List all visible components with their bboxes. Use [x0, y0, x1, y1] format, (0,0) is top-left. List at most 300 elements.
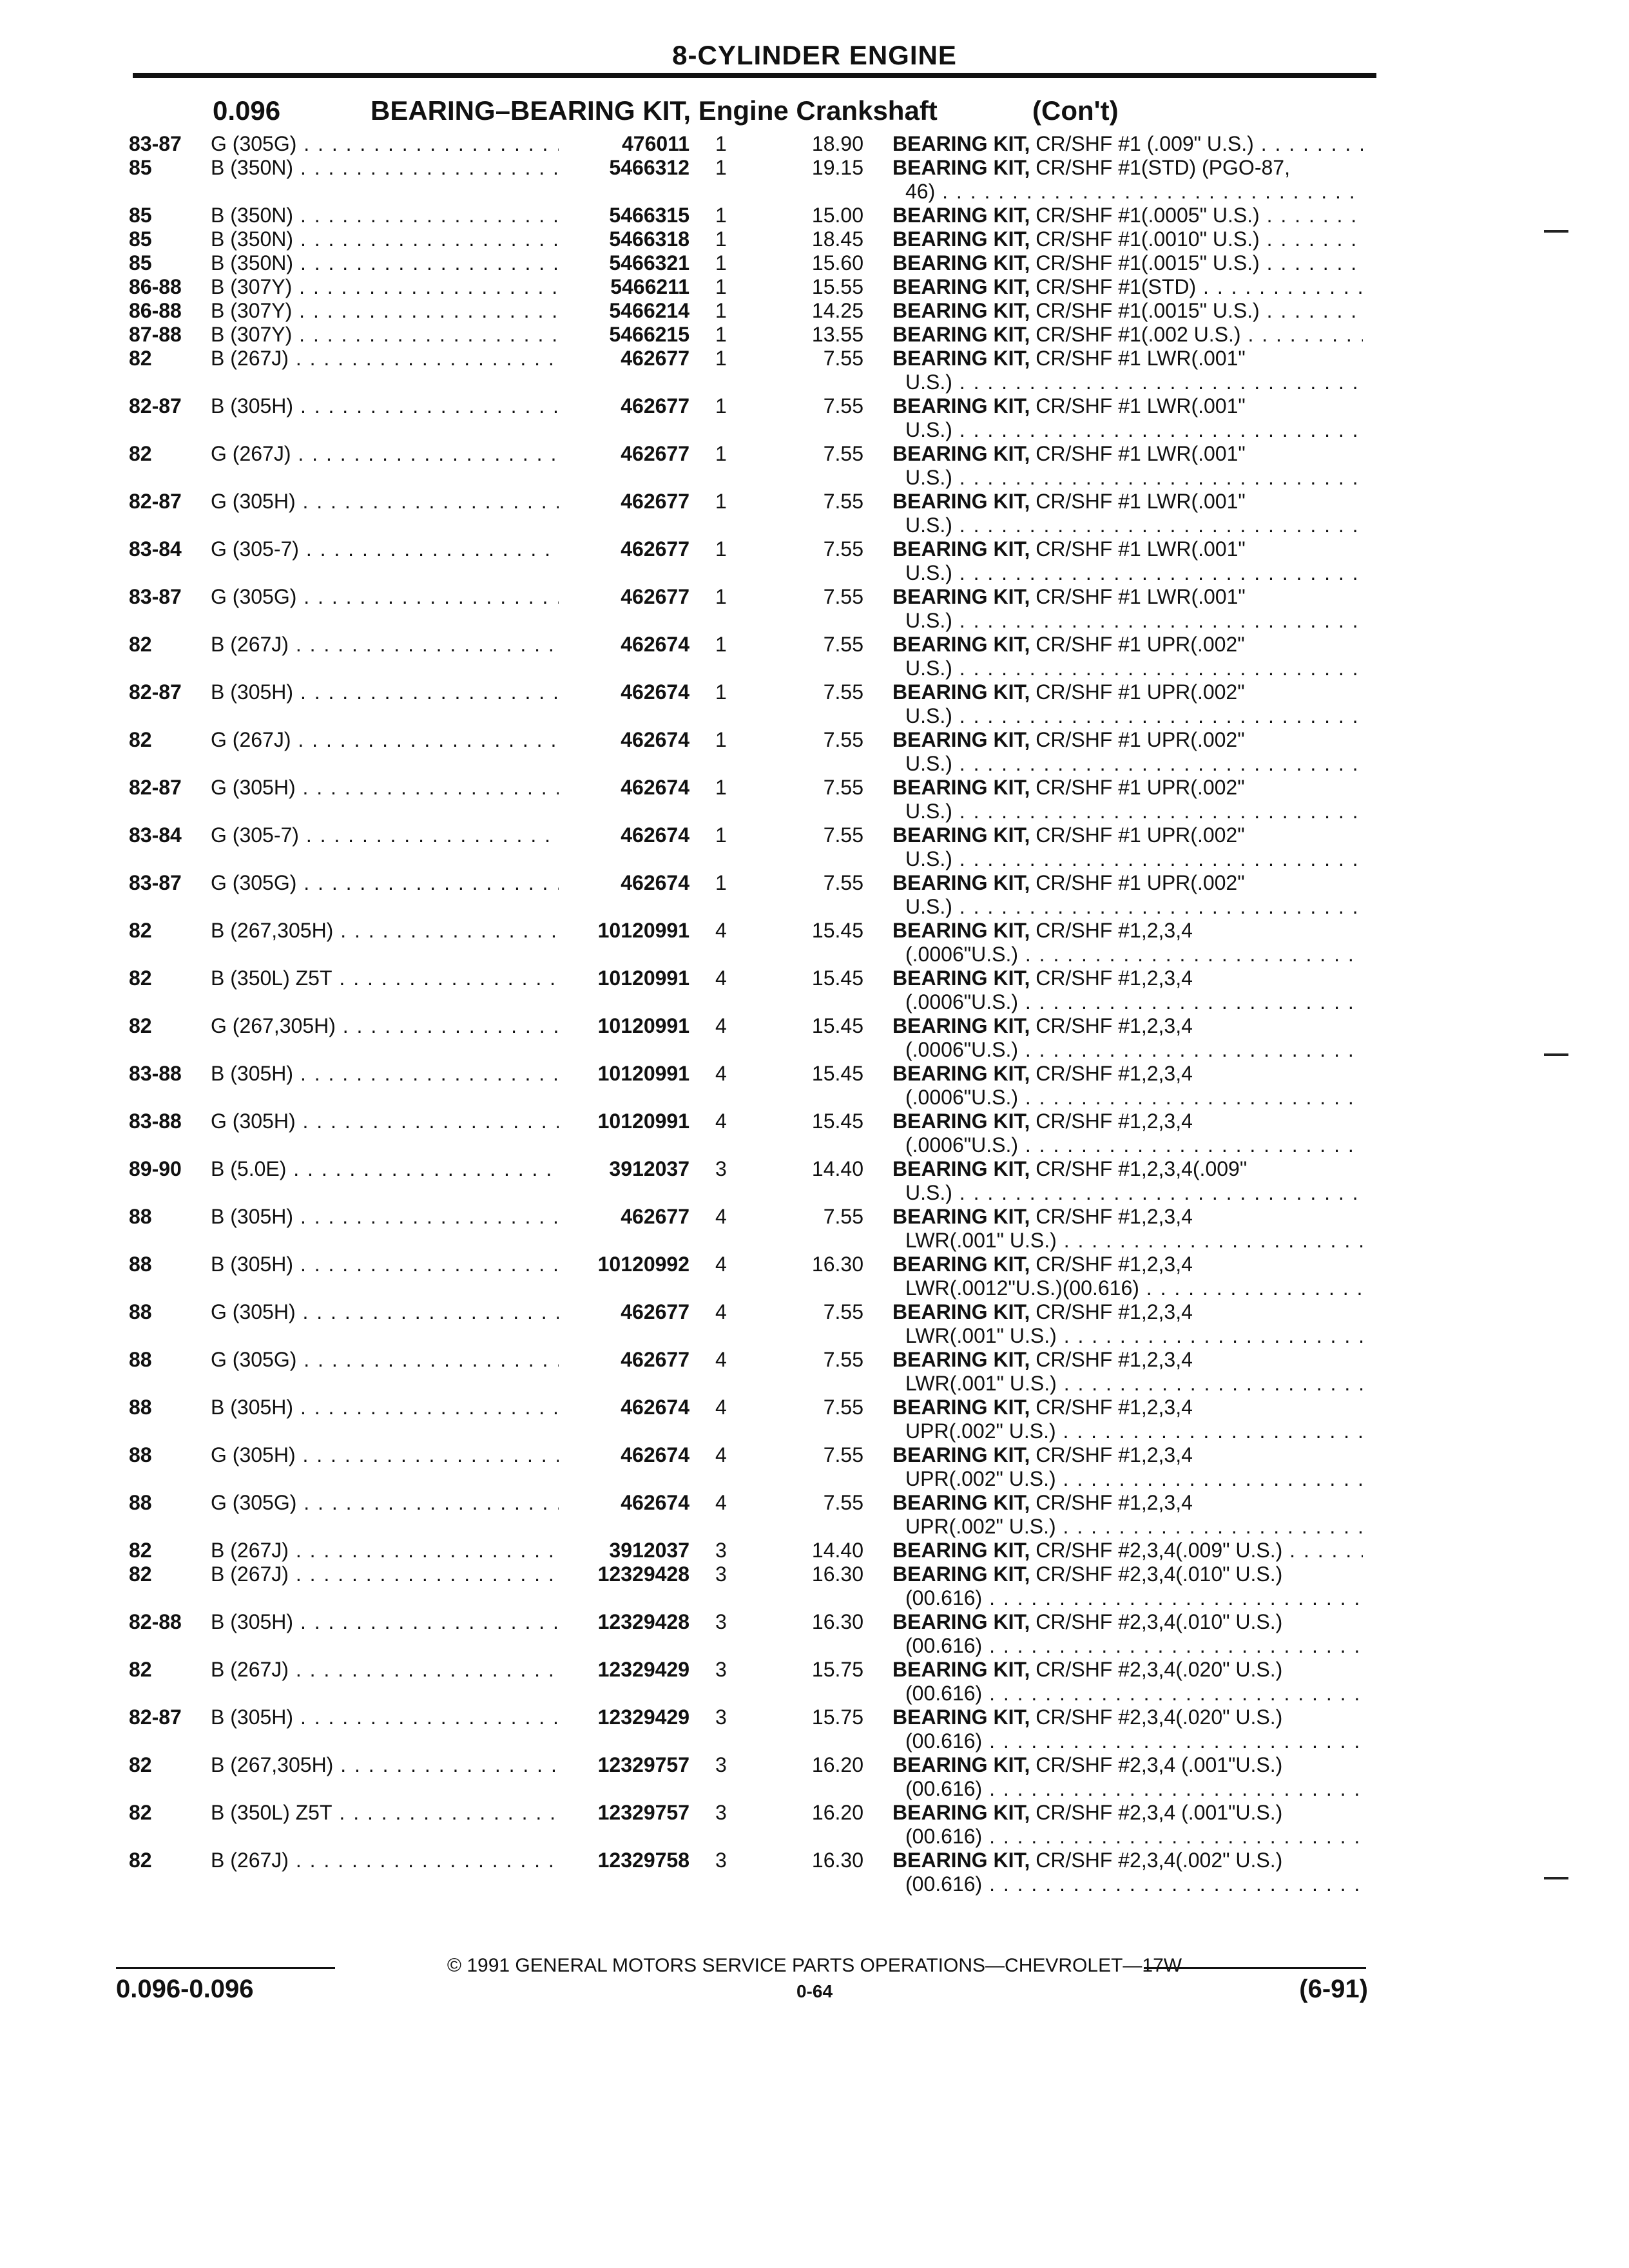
- part-description: [892, 1610, 1363, 1634]
- model-year: 82: [129, 442, 152, 465]
- part-kind: BEARING KIT,: [892, 728, 1030, 751]
- section-continued: (Con't): [1032, 95, 1119, 126]
- model-year: 82-87: [129, 776, 182, 799]
- part-kind: BEARING KIT,: [892, 1539, 1030, 1562]
- model-year: 82-87: [129, 1706, 182, 1729]
- part-description: [892, 227, 1363, 251]
- part-number: 462677: [621, 490, 689, 513]
- part-description: [892, 1300, 1363, 1324]
- part-kind: BEARING KIT,: [892, 776, 1030, 799]
- part-description: [892, 1205, 1363, 1229]
- quantity: 4: [715, 1300, 727, 1323]
- part-kind: BEARING KIT,: [892, 347, 1030, 370]
- model-year: 82: [129, 1753, 152, 1776]
- part-description: [892, 776, 1363, 800]
- part-spec: CR/SHF #1,2,3,4: [1030, 1205, 1193, 1228]
- price: 7.55: [823, 347, 863, 370]
- part-number: 10120991: [597, 1110, 689, 1133]
- price: 15.45: [811, 966, 863, 990]
- part-description: [892, 1253, 1363, 1276]
- quantity: 1: [715, 776, 727, 799]
- quantity: 1: [715, 227, 727, 251]
- price: 7.55: [823, 1443, 863, 1466]
- model-year: 82: [129, 1539, 152, 1562]
- part-spec: CR/SHF #2,3,4 (.001"U.S.): [1030, 1753, 1283, 1776]
- part-description-continued: (00.616) . . .: [905, 1729, 1363, 1753]
- part-description-continued: LWR(.001" U.S.) . . .: [905, 1372, 1363, 1396]
- quantity: 3: [715, 1562, 727, 1586]
- part-number: 12329428: [597, 1610, 689, 1633]
- quantity: 1: [715, 323, 727, 346]
- part-number: 10120991: [597, 919, 689, 942]
- price: 15.45: [811, 1014, 863, 1037]
- engine-code: B (267J) . . .: [211, 633, 559, 657]
- engine-code: G (305H) . . .: [211, 1110, 559, 1133]
- part-spec: CR/SHF #1,2,3,4: [1030, 1300, 1193, 1323]
- part-description-continued: U.S.) . . .: [905, 800, 1363, 823]
- table-row: [0, 1753, 1629, 1801]
- part-spec: CR/SHF #1 UPR(.002": [1030, 776, 1245, 799]
- part-number: 12329758: [597, 1849, 689, 1872]
- part-description: [892, 394, 1363, 418]
- part-description-continued: U.S.) . . .: [905, 609, 1363, 633]
- part-spec: CR/SHF #1,2,3,4: [1030, 1443, 1193, 1466]
- engine-code: B (305H) . . .: [211, 680, 559, 704]
- part-description: [892, 323, 1363, 347]
- engine-code: B (267,305H) . . .: [211, 919, 559, 943]
- quantity: 3: [715, 1157, 727, 1180]
- model-year: 82-87: [129, 680, 182, 704]
- part-spec: CR/SHF #2,3,4(.002" U.S.): [1030, 1849, 1283, 1872]
- part-kind: BEARING KIT,: [892, 823, 1030, 847]
- part-spec: CR/SHF #1,2,3,4: [1030, 966, 1193, 990]
- part-number: 462674: [621, 633, 689, 656]
- part-description-continued: UPR(.002" U.S.) . . .: [905, 1467, 1363, 1491]
- table-row: [0, 728, 1629, 776]
- price: 14.25: [811, 299, 863, 322]
- part-spec: CR/SHF #1(.002 U.S.): [1030, 323, 1241, 346]
- model-year: 83-88: [129, 1110, 182, 1133]
- model-year: 88: [129, 1205, 152, 1228]
- part-number: 462674: [621, 728, 689, 751]
- model-year: 83-87: [129, 132, 182, 155]
- table-row: [0, 680, 1629, 728]
- part-spec: CR/SHF #1 UPR(.002": [1030, 823, 1245, 847]
- engine-code: B (267J) . . .: [211, 1562, 559, 1586]
- engine-code: B (305H) . . .: [211, 1396, 559, 1419]
- part-number: 462674: [621, 776, 689, 799]
- part-description: [892, 1443, 1363, 1467]
- part-kind: BEARING KIT,: [892, 1562, 1030, 1586]
- part-number: 462677: [621, 394, 689, 418]
- quantity: 4: [715, 1443, 727, 1466]
- part-description: [892, 871, 1363, 895]
- quantity: 1: [715, 394, 727, 418]
- engine-code: B (305H) . . .: [211, 1706, 559, 1729]
- quantity: 1: [715, 728, 727, 751]
- part-spec: CR/SHF #2,3,4(.009" U.S.): [1030, 1539, 1283, 1562]
- quantity: 1: [715, 633, 727, 656]
- price: 7.55: [823, 537, 863, 561]
- engine-code: G (305G) . . .: [211, 1491, 559, 1515]
- table-row: [0, 1849, 1629, 1896]
- part-spec: CR/SHF #2,3,4(.020" U.S.): [1030, 1658, 1283, 1681]
- part-description: [892, 633, 1363, 657]
- part-number: 476011: [621, 132, 689, 155]
- part-kind: BEARING KIT,: [892, 1849, 1030, 1872]
- part-description: [892, 442, 1363, 466]
- engine-code: B (5.0E) . . .: [211, 1157, 559, 1181]
- engine-code: B (350L) Z5T . . .: [211, 1801, 559, 1825]
- model-year: 88: [129, 1300, 152, 1323]
- price: 7.55: [823, 1348, 863, 1371]
- model-year: 89-90: [129, 1157, 182, 1180]
- part-spec: CR/SHF #2,3,4(.010" U.S.): [1030, 1562, 1283, 1586]
- part-description-continued: (00.616) . . .: [905, 1682, 1363, 1706]
- page-title: 8-CYLINDER ENGINE: [672, 40, 957, 70]
- part-kind: BEARING KIT,: [892, 1658, 1030, 1681]
- part-number: 462677: [621, 1348, 689, 1371]
- section-range: 0.096-0.096: [116, 1975, 254, 2003]
- price: 14.40: [811, 1539, 863, 1562]
- section-title: BEARING–BEARING KIT, Engine Crankshaft: [371, 95, 938, 126]
- part-kind: BEARING KIT,: [892, 680, 1030, 704]
- table-row: [0, 1443, 1629, 1491]
- model-year: 83-84: [129, 537, 182, 561]
- price: 7.55: [823, 585, 863, 608]
- part-description: [892, 132, 1363, 156]
- part-number: 462674: [621, 1491, 689, 1514]
- quantity: 1: [715, 680, 727, 704]
- model-year: 82: [129, 966, 152, 990]
- part-kind: BEARING KIT,: [892, 1062, 1030, 1085]
- part-spec: CR/SHF #1 UPR(.002": [1030, 871, 1245, 894]
- quantity: 1: [715, 132, 727, 155]
- part-spec: CR/SHF #1,2,3,4: [1030, 1110, 1193, 1133]
- part-number: 5466315: [609, 204, 689, 227]
- quantity: 1: [715, 299, 727, 322]
- part-description-continued: (.0006"U.S.) . . .: [905, 1086, 1363, 1110]
- part-description-continued: U.S.) . . .: [905, 895, 1363, 919]
- model-year: 83-84: [129, 823, 182, 847]
- copyright-notice: © 1991 GENERAL MOTORS SERVICE PARTS OPERATIONS—CHEVROLET—17W: [447, 1955, 1182, 1976]
- part-number: 12329429: [597, 1658, 689, 1681]
- part-kind: BEARING KIT,: [892, 919, 1030, 942]
- quantity: 1: [715, 442, 727, 465]
- part-kind: BEARING KIT,: [892, 1396, 1030, 1419]
- part-kind: BEARING KIT,: [892, 1205, 1030, 1228]
- model-year: 85: [129, 156, 152, 179]
- part-kind: BEARING KIT,: [892, 1110, 1030, 1133]
- part-description: [892, 537, 1363, 561]
- engine-code: B (307Y) . . .: [211, 299, 559, 323]
- part-spec: CR/SHF #1,2,3,4: [1030, 1062, 1193, 1085]
- quantity: 4: [715, 1396, 727, 1419]
- engine-code: B (305H) . . .: [211, 394, 559, 418]
- part-kind: BEARING KIT,: [892, 1443, 1030, 1466]
- quantity: 1: [715, 275, 727, 298]
- engine-code: B (267J) . . .: [211, 1539, 559, 1562]
- engine-code: G (305G) . . .: [211, 132, 559, 156]
- part-kind: BEARING KIT,: [892, 323, 1030, 346]
- part-spec: CR/SHF #1 UPR(.002": [1030, 680, 1245, 704]
- table-row: [0, 1253, 1629, 1300]
- part-kind: BEARING KIT,: [892, 251, 1030, 274]
- price: 15.55: [811, 275, 863, 298]
- part-spec: CR/SHF #1,2,3,4: [1030, 919, 1193, 942]
- part-number: 5466211: [610, 275, 689, 298]
- part-spec: CR/SHF #2,3,4 (.001"U.S.): [1030, 1801, 1283, 1824]
- part-description-continued: U.S.) . . .: [905, 514, 1363, 537]
- engine-code: B (307Y) . . .: [211, 323, 559, 347]
- part-description-continued: 46) . . .: [905, 180, 1363, 204]
- part-description: [892, 204, 1363, 227]
- model-year: 82: [129, 919, 152, 942]
- quantity: 1: [715, 823, 727, 847]
- engine-code: B (305H) . . .: [211, 1253, 559, 1276]
- engine-code: G (305-7) . . .: [211, 823, 559, 847]
- part-number: 10120991: [597, 1062, 689, 1085]
- table-row: [0, 871, 1629, 919]
- quantity: 1: [715, 251, 727, 274]
- part-number: 462677: [621, 347, 689, 370]
- part-description: [892, 347, 1363, 370]
- part-description-continued: U.S.) . . .: [905, 466, 1363, 490]
- part-kind: BEARING KIT,: [892, 871, 1030, 894]
- price: 15.00: [811, 204, 863, 227]
- part-description: [892, 585, 1363, 609]
- part-spec: CR/SHF #2,3,4(.010" U.S.): [1030, 1610, 1283, 1633]
- part-description-continued: LWR(.001" U.S.) . . .: [905, 1324, 1363, 1348]
- part-number: 3912037: [609, 1157, 689, 1180]
- part-number: 462674: [621, 871, 689, 894]
- part-number: 462677: [621, 1300, 689, 1323]
- quantity: 1: [715, 537, 727, 561]
- quantity: 3: [715, 1706, 727, 1729]
- quantity: 3: [715, 1801, 727, 1824]
- table-row: [0, 1348, 1629, 1396]
- part-description: [892, 1491, 1363, 1515]
- engine-code: G (305H) . . .: [211, 776, 559, 800]
- part-spec: CR/SHF #1 UPR(.002": [1030, 633, 1245, 656]
- margin-mark: [1544, 1877, 1568, 1879]
- engine-code: B (350L) Z5T . . .: [211, 966, 559, 990]
- part-spec: CR/SHF #1(.0015" U.S.): [1030, 299, 1260, 322]
- model-year: 82-87: [129, 394, 182, 418]
- engine-code: B (305H) . . .: [211, 1610, 559, 1634]
- part-kind: BEARING KIT,: [892, 1706, 1030, 1729]
- engine-code: B (267J) . . .: [211, 1658, 559, 1682]
- model-year: 83-87: [129, 871, 182, 894]
- engine-code: B (305H) . . .: [211, 1205, 559, 1229]
- part-spec: CR/SHF #1(STD) (PGO-87,: [1030, 156, 1290, 179]
- price: 15.45: [811, 1062, 863, 1085]
- quantity: 4: [715, 1110, 727, 1133]
- part-description-continued: U.S.) . . .: [905, 418, 1363, 442]
- model-year: 88: [129, 1443, 152, 1466]
- engine-code: B (267,305H) . . .: [211, 1753, 559, 1777]
- engine-code: G (305G) . . .: [211, 585, 559, 609]
- part-description: [892, 1539, 1363, 1562]
- model-year: 82: [129, 347, 152, 370]
- model-year: 85: [129, 251, 152, 274]
- table-row: [0, 1110, 1629, 1157]
- engine-code: B (267J) . . .: [211, 1849, 559, 1872]
- price: 7.55: [823, 1205, 863, 1228]
- part-description-continued: U.S.) . . .: [905, 752, 1363, 776]
- engine-code: B (267J) . . .: [211, 347, 559, 370]
- price: 7.55: [823, 394, 863, 418]
- price: 14.40: [811, 1157, 863, 1180]
- model-year: 86-88: [129, 299, 182, 322]
- quantity: 4: [715, 1062, 727, 1085]
- quantity: 1: [715, 490, 727, 513]
- part-number: 12329429: [597, 1706, 689, 1729]
- model-year: 83-88: [129, 1062, 182, 1085]
- part-spec: CR/SHF #1 LWR(.001": [1030, 585, 1246, 608]
- part-description: [892, 1396, 1363, 1419]
- quantity: 3: [715, 1539, 727, 1562]
- model-year: 88: [129, 1396, 152, 1419]
- table-row: [0, 1157, 1629, 1205]
- price: 7.55: [823, 1300, 863, 1323]
- part-number: 462677: [621, 1205, 689, 1228]
- table-row: [0, 966, 1629, 1014]
- quantity: 4: [715, 1014, 727, 1037]
- engine-code: G (267J) . . .: [211, 728, 559, 752]
- part-number: 462674: [621, 1443, 689, 1466]
- part-kind: BEARING KIT,: [892, 1014, 1030, 1037]
- part-number: 10120991: [597, 966, 689, 990]
- price: 7.55: [823, 871, 863, 894]
- part-kind: BEARING KIT,: [892, 299, 1030, 322]
- price: 19.15: [811, 156, 863, 179]
- table-row: [0, 1396, 1629, 1443]
- revision-date: (6-91): [1299, 1975, 1368, 2003]
- model-year: 88: [129, 1491, 152, 1514]
- part-kind: BEARING KIT,: [892, 633, 1030, 656]
- table-row: [0, 585, 1629, 633]
- part-description-continued: UPR(.002" U.S.) . . .: [905, 1515, 1363, 1539]
- part-spec: CR/SHF #1 UPR(.002": [1030, 728, 1245, 751]
- table-row: [0, 1658, 1629, 1706]
- part-description: [892, 1801, 1363, 1825]
- table-row: [0, 633, 1629, 680]
- engine-code: B (350N) . . .: [211, 204, 559, 227]
- part-spec: CR/SHF #1 LWR(.001": [1030, 394, 1246, 418]
- part-kind: BEARING KIT,: [892, 227, 1030, 251]
- engine-code: B (307Y) . . .: [211, 275, 559, 299]
- engine-code: G (305H) . . .: [211, 490, 559, 514]
- model-year: 82: [129, 728, 152, 751]
- price: 15.75: [811, 1658, 863, 1681]
- part-description-continued: U.S.) . . .: [905, 561, 1363, 585]
- model-year: 82: [129, 1014, 152, 1037]
- engine-code: G (267,305H) . . .: [211, 1014, 559, 1038]
- engine-code: G (305H) . . .: [211, 1300, 559, 1324]
- price: 16.30: [811, 1610, 863, 1633]
- part-number: 462674: [621, 1396, 689, 1419]
- part-spec: CR/SHF #1,2,3,4: [1030, 1491, 1193, 1514]
- part-spec: CR/SHF #1,2,3,4: [1030, 1348, 1193, 1371]
- quantity: 4: [715, 1491, 727, 1514]
- price: 7.55: [823, 776, 863, 799]
- part-number: 5466321: [609, 251, 689, 274]
- part-kind: BEARING KIT,: [892, 537, 1030, 561]
- engine-code: B (350N) . . .: [211, 227, 559, 251]
- part-number: 12329757: [597, 1801, 689, 1824]
- table-row: [0, 442, 1629, 490]
- price: 7.55: [823, 633, 863, 656]
- quantity: 3: [715, 1849, 727, 1872]
- model-year: 82: [129, 1562, 152, 1586]
- part-description: [892, 1849, 1363, 1872]
- part-description-continued: U.S.) . . .: [905, 704, 1363, 728]
- table-row: [0, 776, 1629, 823]
- table-row: [0, 1801, 1629, 1849]
- part-spec: CR/SHF #1,2,3,4: [1030, 1253, 1193, 1276]
- part-description-continued: U.S.) . . .: [905, 847, 1363, 871]
- part-number: 462674: [621, 680, 689, 704]
- part-description: [892, 919, 1363, 943]
- part-number: 462677: [621, 537, 689, 561]
- part-description: [892, 251, 1363, 275]
- price: 16.20: [811, 1753, 863, 1776]
- table-row: [0, 1014, 1629, 1062]
- quantity: 1: [715, 156, 727, 179]
- table-row: [0, 1491, 1629, 1539]
- model-year: 82: [129, 1801, 152, 1824]
- price: 16.20: [811, 1801, 863, 1824]
- table-row: [0, 1706, 1629, 1753]
- part-spec: CR/SHF #1 LWR(.001": [1030, 442, 1246, 465]
- part-number: 10120991: [597, 1014, 689, 1037]
- price: 7.55: [823, 442, 863, 465]
- part-spec: CR/SHF #2,3,4(.020" U.S.): [1030, 1706, 1283, 1729]
- part-kind: BEARING KIT,: [892, 585, 1030, 608]
- model-year: 85: [129, 204, 152, 227]
- part-number: 5466318: [609, 227, 689, 251]
- quantity: 4: [715, 1253, 727, 1276]
- model-year: 82-88: [129, 1610, 182, 1633]
- part-kind: BEARING KIT,: [892, 1348, 1030, 1371]
- part-description-continued: (00.616) . . .: [905, 1586, 1363, 1610]
- price: 15.45: [811, 919, 863, 942]
- section-code: 0.096: [213, 95, 281, 126]
- margin-mark: [1544, 1053, 1568, 1056]
- part-description: [892, 490, 1363, 514]
- price: 16.30: [811, 1562, 863, 1586]
- part-kind: BEARING KIT,: [892, 1491, 1030, 1514]
- engine-code: G (305-7) . . .: [211, 537, 559, 561]
- part-spec: CR/SHF #1 LWR(.001": [1030, 347, 1246, 370]
- quantity: 1: [715, 204, 727, 227]
- part-description-continued: (00.616) . . .: [905, 1777, 1363, 1801]
- model-year: 87-88: [129, 323, 182, 346]
- part-description: [892, 1706, 1363, 1729]
- table-row: [0, 1062, 1629, 1110]
- part-kind: BEARING KIT,: [892, 966, 1030, 990]
- part-description: [892, 1014, 1363, 1038]
- part-spec: CR/SHF #1 LWR(.001": [1030, 490, 1246, 513]
- table-row: [0, 823, 1629, 871]
- engine-code: G (305H) . . .: [211, 1443, 559, 1467]
- table-row: [0, 1205, 1629, 1253]
- model-year: 88: [129, 1348, 152, 1371]
- engine-code: B (350N) . . .: [211, 251, 559, 275]
- quantity: 1: [715, 871, 727, 894]
- price: 7.55: [823, 680, 863, 704]
